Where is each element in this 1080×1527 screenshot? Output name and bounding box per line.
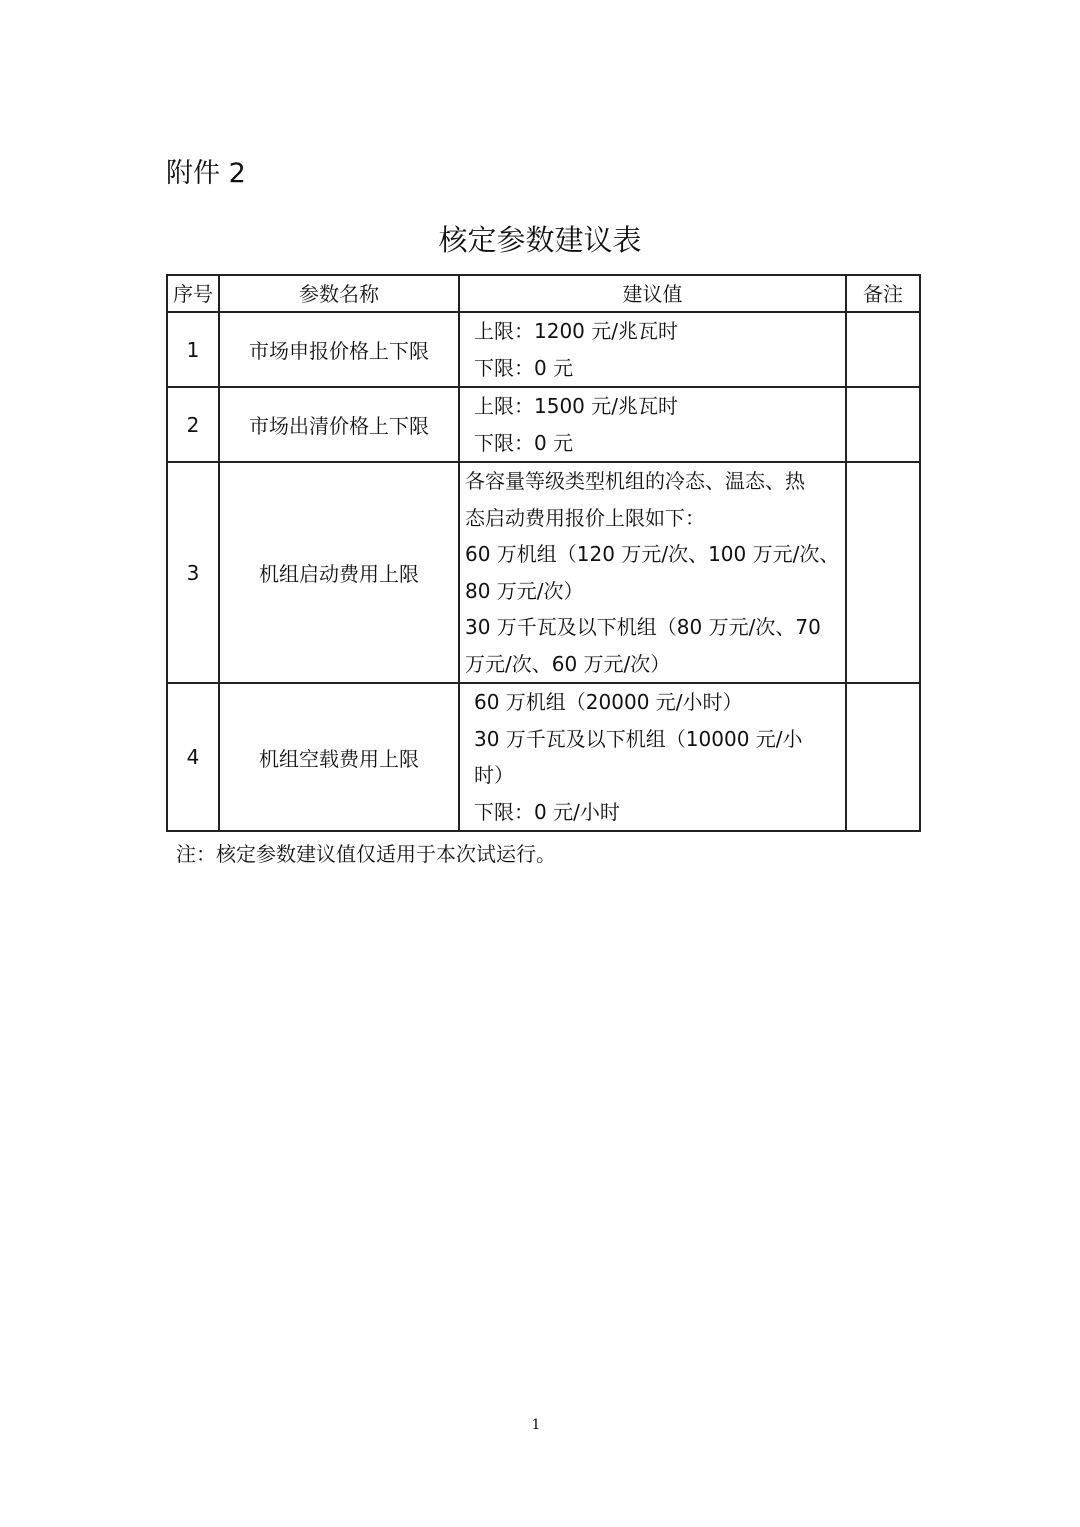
header-remark: 备注: [846, 275, 920, 312]
value-line: 80 万元/次）: [465, 578, 584, 603]
table-row: [167, 312, 920, 387]
row-remark: [846, 683, 920, 831]
row-no: 1: [167, 312, 219, 387]
row-remark: [846, 462, 920, 683]
row-name: 市场申报价格上下限: [219, 312, 459, 387]
row-remark: [846, 387, 920, 462]
row-no: 2: [167, 387, 219, 462]
table-header-row: [167, 275, 920, 312]
value-line: 60 万机组（120 万元/次、100 万元/次、: [465, 542, 840, 566]
value-line: 60 万机组（20000 元/小时）: [474, 690, 743, 714]
value-line: 万元/次、60 万元/次）: [465, 651, 671, 676]
value-line: 时）: [474, 763, 514, 787]
value-line: 各容量等级类型机组的冷态、温态、热: [465, 469, 805, 493]
row-name: 市场出清价格上下限: [219, 387, 459, 462]
page-number: 1: [531, 1417, 541, 1433]
value-line: 下限：0 元/小时: [474, 799, 620, 824]
row-value: [459, 462, 846, 683]
value-line: 态启动费用报价上限如下：: [465, 505, 705, 530]
table-footnote: 注：核定参数建议值仅适用于本次试运行。: [176, 842, 556, 866]
row-value: [459, 387, 846, 462]
header-no: 序号: [167, 275, 219, 312]
page-title: 核定参数建议表: [438, 223, 642, 257]
value-line: 下限：0 元: [474, 430, 574, 455]
row-name: 机组空载费用上限: [219, 683, 459, 831]
value-line: 上限：1200 元/兆瓦时: [474, 319, 678, 343]
row-name: 机组启动费用上限: [219, 462, 459, 683]
value-line: 30 万千瓦及以下机组（80 万元/次、70: [465, 615, 821, 639]
table-row: [167, 462, 920, 683]
table-row: [167, 387, 920, 462]
row-value: [459, 312, 846, 387]
value-line: 30 万千瓦及以下机组（10000 元/小: [474, 726, 803, 751]
attachment-label: 附件 2: [166, 158, 246, 189]
value-line: 下限：0 元: [474, 355, 574, 380]
row-value: [459, 683, 846, 831]
row-no: 4: [167, 683, 219, 831]
row-remark: [846, 312, 920, 387]
header-name: 参数名称: [219, 275, 459, 312]
table-row: [167, 683, 920, 831]
parameter-table: [166, 274, 921, 832]
row-no: 3: [167, 462, 219, 683]
header-value: 建议值: [459, 275, 846, 312]
value-line: 上限：1500 元/兆瓦时: [474, 394, 678, 418]
